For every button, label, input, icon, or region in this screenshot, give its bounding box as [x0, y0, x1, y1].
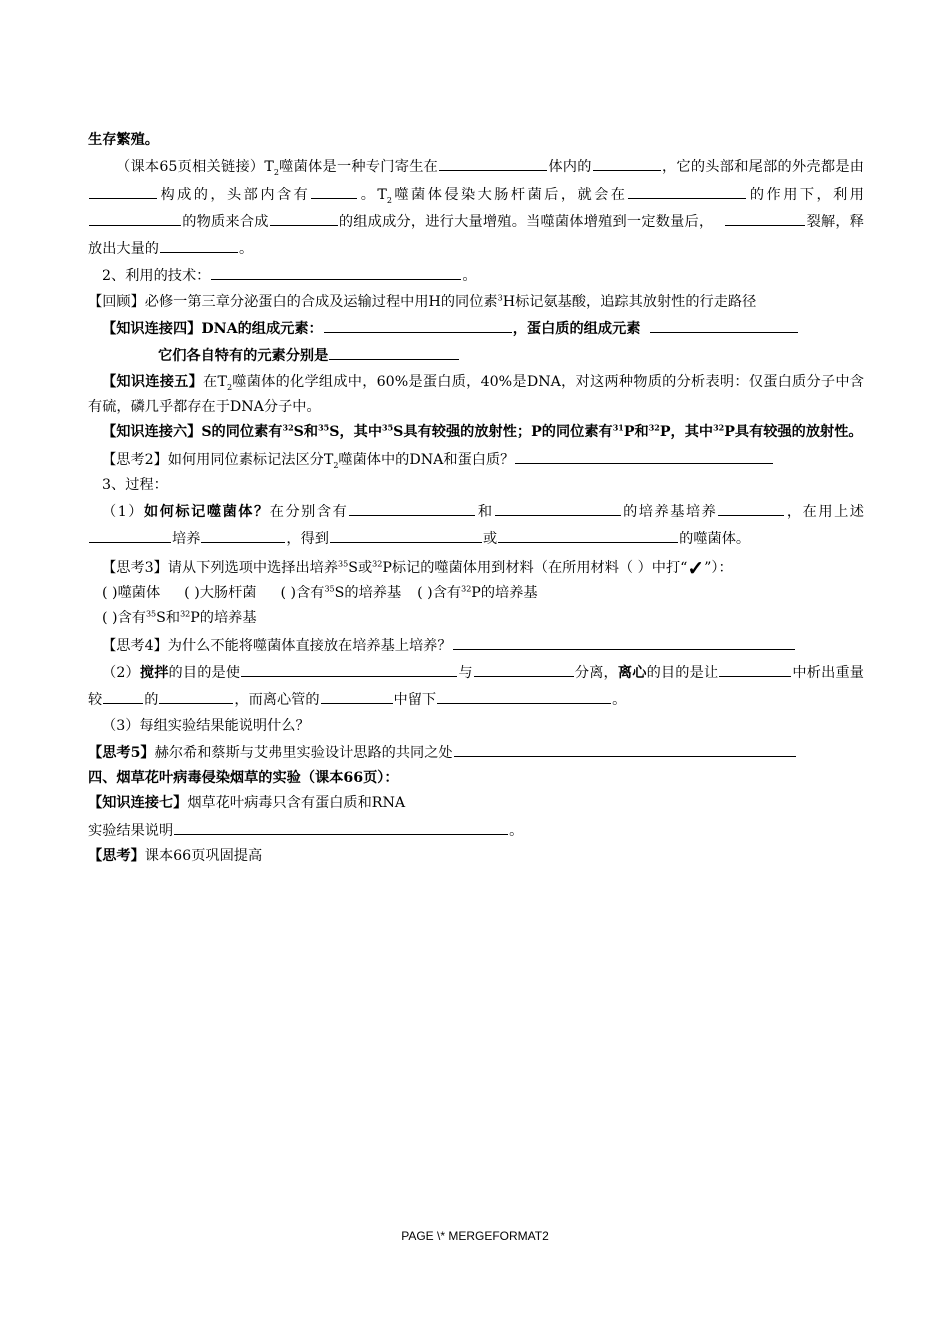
think-2: [88, 446, 864, 473]
text: 的噬菌体。: [679, 531, 751, 548]
text: 体内的: [548, 159, 592, 176]
option-p32-medium[interactable]: [417, 585, 537, 601]
text: ，而离心管的: [234, 692, 320, 709]
blank-line[interactable]: [103, 686, 143, 704]
text: ，蛋白质的组成元素: [512, 321, 641, 338]
knowledge-link-4: [88, 315, 864, 342]
text: 的作用下，利用: [747, 186, 864, 203]
blank-line[interactable]: [159, 686, 233, 704]
text: 。T: [358, 186, 387, 203]
text: 噬菌体是一种专门寄生在: [278, 159, 439, 176]
text: 的组成成分，进行大量增殖。当噬菌体增殖到一定数量后，: [338, 213, 714, 230]
option-phage[interactable]: ( )噬菌体: [102, 585, 161, 602]
text: S具有较强的放射性；P的同位素有: [393, 424, 613, 441]
text: 裂解，释放出大量的: [88, 213, 864, 258]
text: 的目的是让: [646, 664, 719, 681]
text: ，它的头部和尾部的外壳都是由: [661, 159, 864, 176]
subscript: 2: [226, 382, 233, 392]
step-2: [88, 659, 864, 714]
text: 噬菌体的化学组成中，60%是蛋白质，40%是DNA，对这两种物质的分析表明：仅蛋白质分子中含有硫，磷几乎都存在于DNA分子中。: [88, 373, 864, 415]
superscript: 32: [282, 422, 294, 433]
text: 如何标记噬菌体？: [144, 504, 270, 521]
text: 噬菌体中的DNA和蛋白质？: [338, 451, 515, 468]
superscript: 31: [612, 422, 624, 433]
superscript: 32: [372, 559, 383, 569]
superscript: 3: [497, 293, 503, 303]
text: 与: [458, 664, 473, 681]
blank-line[interactable]: [330, 525, 482, 543]
blank-line[interactable]: [89, 525, 171, 543]
blank-line[interactable]: [349, 498, 475, 516]
text: P具有较强的放射性。: [724, 424, 863, 441]
text: 在T: [203, 373, 227, 390]
text: 【知识连接四】DNA的组成元素：: [102, 321, 323, 338]
text: S和: [293, 424, 319, 441]
text: S的培养基: [334, 585, 402, 602]
text: S和: [156, 610, 181, 627]
text: S，其中: [329, 424, 383, 441]
blank-line[interactable]: [515, 446, 773, 464]
text: P，其中: [659, 424, 714, 441]
text: 【思考2】如何用同位素标记法区分T: [102, 451, 334, 468]
result-line: [88, 817, 864, 844]
text: 2、利用的技术：: [102, 268, 211, 285]
superscript: 35: [145, 609, 157, 619]
step-1: [88, 498, 864, 553]
text: 的目的是使: [168, 664, 241, 681]
blank-line[interactable]: [437, 686, 611, 704]
knowledge-link-5: [88, 370, 864, 421]
blank-line[interactable]: [725, 208, 805, 226]
text: 和: [476, 504, 494, 521]
think-4: [88, 632, 864, 659]
text: 搅拌: [139, 664, 169, 681]
superscript: 32: [461, 584, 472, 594]
option-ecoli[interactable]: ( )大肠杆菌: [184, 585, 257, 602]
superscript: 32: [713, 422, 725, 433]
text: P标记的噬菌体用到材料（在所用材料（ ）中打“: [382, 559, 688, 576]
text: 中析出重量较: [88, 664, 864, 709]
blank-line[interactable]: [89, 208, 181, 226]
text: 【思考】: [88, 848, 145, 865]
superscript: 32: [648, 422, 660, 433]
section-4-heading: 四、烟草花叶病毒侵染烟草的实验（课本66页）：: [88, 770, 399, 787]
text: 【知识连接五】: [102, 373, 204, 390]
text: 的: [144, 692, 159, 709]
option-s35-p32-medium[interactable]: [102, 610, 257, 626]
text: 【思考5】: [88, 744, 155, 761]
blank-line[interactable]: [89, 181, 157, 199]
text: 的培养基培养: [621, 504, 718, 521]
blank-line[interactable]: [439, 153, 547, 171]
text: 或: [482, 531, 498, 548]
text: P的培养基: [471, 585, 538, 602]
text: 构成的，头部内含有: [158, 186, 311, 203]
superscript: 32: [180, 609, 191, 619]
text: ，得到: [286, 531, 329, 548]
blank-line[interactable]: [495, 498, 621, 516]
text: 噬菌体侵染大肠杆菌后，就会在: [391, 186, 628, 203]
blank-line[interactable]: [498, 525, 678, 543]
text: 。: [462, 268, 477, 285]
superscript: 35: [324, 584, 335, 594]
blank-line[interactable]: [174, 817, 508, 835]
blank-line[interactable]: [270, 208, 338, 226]
review-paragraph: [88, 290, 864, 315]
text: P的培养基: [190, 610, 257, 627]
subscript: 2: [273, 168, 279, 178]
blank-line[interactable]: [454, 739, 796, 757]
step-3: （3）每组实验结果能说明什么？: [102, 717, 310, 734]
subscript: 2: [386, 195, 392, 205]
blank-line[interactable]: [201, 525, 285, 543]
text: 【回顾】必修一第三章分泌蛋白的合成及运输过程中用H的同位素: [88, 293, 498, 310]
checkmark-icon: ✓: [687, 555, 705, 580]
text: S或: [348, 559, 373, 576]
blank-line[interactable]: [718, 498, 784, 516]
process-heading: 3、过程：: [102, 476, 168, 493]
text: 【知识连接六】S的同位素有: [102, 424, 283, 441]
tech-line: [88, 262, 864, 289]
text: ( )含有: [102, 610, 146, 627]
blank-line[interactable]: [719, 659, 791, 677]
option-s35-medium[interactable]: [281, 585, 402, 601]
worksheet-body: [88, 128, 864, 869]
think-5: [88, 739, 864, 766]
blank-line[interactable]: [329, 342, 459, 360]
line-survival: 生存繁殖。: [88, 132, 159, 148]
blank-line[interactable]: [324, 315, 512, 333]
blank-line[interactable]: [453, 632, 795, 650]
blank-line[interactable]: [311, 181, 357, 199]
blank-line[interactable]: [474, 659, 574, 677]
blank-line[interactable]: [160, 235, 238, 253]
think-3: [88, 553, 864, 581]
text: 。: [509, 822, 524, 839]
superscript: 35: [318, 422, 330, 433]
text: 的物质来合成: [182, 213, 269, 230]
blank-line[interactable]: [593, 153, 661, 171]
blank-line[interactable]: [241, 659, 457, 677]
text: 在分别含有: [269, 504, 349, 521]
text: P和: [623, 424, 649, 441]
text: ，在用上述: [785, 504, 864, 521]
blank-line[interactable]: [321, 686, 393, 704]
superscript: 35: [382, 422, 394, 433]
text: 赫尔希和蔡斯与艾弗里实验设计思路的共同之处: [154, 744, 453, 761]
text: 离心: [617, 664, 647, 681]
text: 。: [238, 241, 254, 258]
blank-line[interactable]: [628, 181, 746, 199]
text: 【思考3】请从下列选项中选择出培养: [102, 559, 339, 576]
text: 它们各自特有的元素分别是: [158, 348, 329, 365]
think-final: [88, 844, 864, 869]
blank-line[interactable]: [650, 315, 798, 333]
blank-line[interactable]: [211, 262, 461, 280]
text: （课本65页相关链接）T: [116, 159, 274, 176]
text: （1）: [102, 504, 144, 521]
text: H标记氨基酸，追踪其放射性的行走路径: [502, 293, 757, 310]
text: 烟草花叶病毒只含有蛋白质和RNA: [187, 795, 406, 812]
text: 中留下: [393, 692, 437, 709]
think-3-options-row1: [88, 581, 864, 606]
text: 培养: [172, 531, 201, 548]
knowledge-link-6: [88, 420, 864, 445]
text: 。: [612, 692, 627, 709]
text: （2）: [102, 664, 140, 681]
superscript: 35: [338, 559, 349, 569]
text: 【思考4】为什么不能将噬菌体直接放在培养基上培养？: [102, 637, 452, 654]
think-3-options-row2: [88, 606, 864, 631]
text: 【知识连接七】: [88, 795, 188, 812]
text: 分离，: [574, 664, 618, 681]
subscript: 2: [333, 460, 339, 470]
page-footer: PAGE \* MERGEFORMAT2: [401, 1229, 549, 1243]
knowledge-link-4-line2: [88, 342, 864, 369]
text: 课本66页巩固提高: [144, 848, 263, 865]
text: ( )含有: [417, 585, 462, 602]
paragraph-t2-phage: [88, 153, 864, 262]
text: 实验结果说明: [88, 822, 174, 839]
text: ”）：: [704, 559, 733, 576]
knowledge-link-7: [88, 791, 864, 816]
text: ( )含有: [280, 585, 325, 602]
